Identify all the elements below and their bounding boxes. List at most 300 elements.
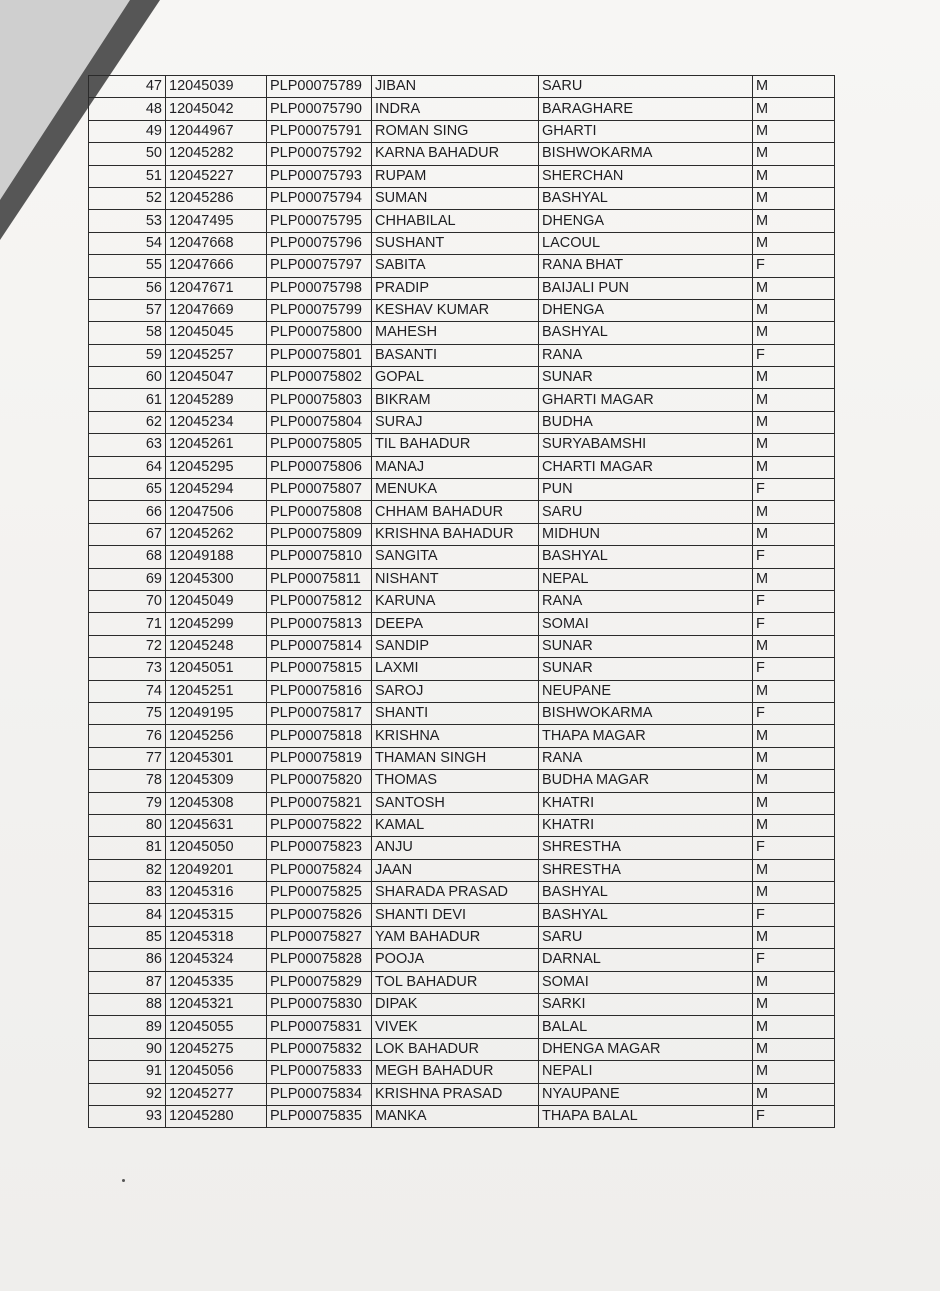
serial-number-cell: 82 <box>89 859 166 881</box>
serial-number-cell: 48 <box>89 98 166 120</box>
last-name-cell: SURYABAMSHI <box>539 434 753 456</box>
code-cell: PLP00075830 <box>267 994 372 1016</box>
serial-number-cell: 86 <box>89 949 166 971</box>
code-cell: PLP00075800 <box>267 322 372 344</box>
last-name-cell: BISHWOKARMA <box>539 702 753 724</box>
last-name-cell: BAIJALI PUN <box>539 277 753 299</box>
code-cell: PLP00075820 <box>267 770 372 792</box>
serial-number-cell: 65 <box>89 479 166 501</box>
registration-id-cell: 12049195 <box>166 702 267 724</box>
last-name-cell: DHENGA MAGAR <box>539 1038 753 1060</box>
table-row <box>89 344 835 366</box>
gender-cell: M <box>753 501 835 523</box>
first-name-cell: GOPAL <box>372 367 539 389</box>
last-name-cell: RANA BHAT <box>539 255 753 277</box>
first-name-cell: TOL BAHADUR <box>372 971 539 993</box>
serial-number-cell: 52 <box>89 187 166 209</box>
gender-cell: M <box>753 187 835 209</box>
table-row <box>89 837 835 859</box>
first-name-cell: POOJA <box>372 949 539 971</box>
last-name-cell: GHARTI <box>539 120 753 142</box>
first-name-cell: RUPAM <box>372 165 539 187</box>
gender-cell: M <box>753 165 835 187</box>
table-row <box>89 1105 835 1127</box>
code-cell: PLP00075823 <box>267 837 372 859</box>
table-row <box>89 120 835 142</box>
gender-cell: M <box>753 971 835 993</box>
registration-id-cell: 12045315 <box>166 904 267 926</box>
last-name-cell: MIDHUN <box>539 523 753 545</box>
last-name-cell: CHARTI MAGAR <box>539 456 753 478</box>
table-row <box>89 904 835 926</box>
first-name-cell: KRISHNA BAHADUR <box>372 523 539 545</box>
first-name-cell: SUSHANT <box>372 232 539 254</box>
registration-id-cell: 12045049 <box>166 590 267 612</box>
table-row <box>89 411 835 433</box>
gender-cell: M <box>753 859 835 881</box>
table-row <box>89 814 835 836</box>
first-name-cell: VIVEK <box>372 1016 539 1038</box>
code-cell: PLP00075821 <box>267 792 372 814</box>
first-name-cell: SUMAN <box>372 187 539 209</box>
registration-id-cell: 12045227 <box>166 165 267 187</box>
table-row <box>89 434 835 456</box>
gender-cell: M <box>753 1038 835 1060</box>
gender-cell: M <box>753 792 835 814</box>
registration-id-cell: 12045318 <box>166 926 267 948</box>
gender-cell: M <box>753 210 835 232</box>
last-name-cell: SUNAR <box>539 635 753 657</box>
registration-id-cell: 12045335 <box>166 971 267 993</box>
code-cell: PLP00075796 <box>267 232 372 254</box>
last-name-cell: BASHYAL <box>539 187 753 209</box>
serial-number-cell: 56 <box>89 277 166 299</box>
serial-number-cell: 87 <box>89 971 166 993</box>
registration-id-cell: 12045234 <box>166 411 267 433</box>
gender-cell: F <box>753 904 835 926</box>
code-cell: PLP00075810 <box>267 546 372 568</box>
serial-number-cell: 67 <box>89 523 166 545</box>
code-cell: PLP00075799 <box>267 299 372 321</box>
last-name-cell: SHERCHAN <box>539 165 753 187</box>
last-name-cell: DHENGA <box>539 210 753 232</box>
table-row <box>89 76 835 98</box>
first-name-cell: MAHESH <box>372 322 539 344</box>
table-row <box>89 1083 835 1105</box>
serial-number-cell: 64 <box>89 456 166 478</box>
last-name-cell: BARAGHARE <box>539 98 753 120</box>
serial-number-cell: 53 <box>89 210 166 232</box>
gender-cell: M <box>753 1083 835 1105</box>
registration-id-cell: 12045056 <box>166 1061 267 1083</box>
code-cell: PLP00075789 <box>267 76 372 98</box>
last-name-cell: BASHYAL <box>539 546 753 568</box>
first-name-cell: MENUKA <box>372 479 539 501</box>
gender-cell: M <box>753 456 835 478</box>
last-name-cell: BISHWOKARMA <box>539 143 753 165</box>
gender-cell: M <box>753 680 835 702</box>
table-row <box>89 299 835 321</box>
gender-cell: M <box>753 635 835 657</box>
code-cell: PLP00075811 <box>267 568 372 590</box>
first-name-cell: NISHANT <box>372 568 539 590</box>
code-cell: PLP00075798 <box>267 277 372 299</box>
serial-number-cell: 54 <box>89 232 166 254</box>
code-cell: PLP00075812 <box>267 590 372 612</box>
registration-id-cell: 12047506 <box>166 501 267 523</box>
last-name-cell: KHATRI <box>539 814 753 836</box>
gender-cell: M <box>753 523 835 545</box>
code-cell: PLP00075832 <box>267 1038 372 1060</box>
first-name-cell: SANDIP <box>372 635 539 657</box>
registration-id-cell: 12045299 <box>166 613 267 635</box>
code-cell: PLP00075801 <box>267 344 372 366</box>
gender-cell: M <box>753 277 835 299</box>
first-name-cell: TIL BAHADUR <box>372 434 539 456</box>
code-cell: PLP00075792 <box>267 143 372 165</box>
serial-number-cell: 61 <box>89 389 166 411</box>
code-cell: PLP00075805 <box>267 434 372 456</box>
code-cell: PLP00075797 <box>267 255 372 277</box>
registration-id-cell: 12045262 <box>166 523 267 545</box>
serial-number-cell: 84 <box>89 904 166 926</box>
gender-cell: F <box>753 702 835 724</box>
serial-number-cell: 55 <box>89 255 166 277</box>
first-name-cell: SAROJ <box>372 680 539 702</box>
first-name-cell: JAAN <box>372 859 539 881</box>
table-row <box>89 232 835 254</box>
scan-speck <box>122 1179 125 1182</box>
table-row <box>89 322 835 344</box>
gender-cell: M <box>753 725 835 747</box>
registration-id-cell: 12045294 <box>166 479 267 501</box>
serial-number-cell: 83 <box>89 882 166 904</box>
registration-id-cell: 12049188 <box>166 546 267 568</box>
first-name-cell: MEGH BAHADUR <box>372 1061 539 1083</box>
code-cell: PLP00075835 <box>267 1105 372 1127</box>
code-cell: PLP00075808 <box>267 501 372 523</box>
last-name-cell: BALAL <box>539 1016 753 1038</box>
serial-number-cell: 63 <box>89 434 166 456</box>
gender-cell: M <box>753 770 835 792</box>
registration-id-cell: 12045631 <box>166 814 267 836</box>
table-row <box>89 1016 835 1038</box>
registration-id-cell: 12045324 <box>166 949 267 971</box>
first-name-cell: ROMAN SING <box>372 120 539 142</box>
registration-id-cell: 12045286 <box>166 187 267 209</box>
code-cell: PLP00075807 <box>267 479 372 501</box>
serial-number-cell: 66 <box>89 501 166 523</box>
serial-number-cell: 69 <box>89 568 166 590</box>
last-name-cell: NEUPANE <box>539 680 753 702</box>
registration-id-cell: 12045261 <box>166 434 267 456</box>
last-name-cell: GHARTI MAGAR <box>539 389 753 411</box>
roster-table <box>88 75 835 1128</box>
table-row <box>89 479 835 501</box>
gender-cell: M <box>753 232 835 254</box>
gender-cell: F <box>753 1105 835 1127</box>
first-name-cell: KARNA BAHADUR <box>372 143 539 165</box>
gender-cell: M <box>753 926 835 948</box>
first-name-cell: KRISHNA <box>372 725 539 747</box>
serial-number-cell: 90 <box>89 1038 166 1060</box>
registration-id-cell: 12045295 <box>166 456 267 478</box>
last-name-cell: KHATRI <box>539 792 753 814</box>
registration-id-cell: 12047666 <box>166 255 267 277</box>
gender-cell: F <box>753 658 835 680</box>
serial-number-cell: 50 <box>89 143 166 165</box>
last-name-cell: BASHYAL <box>539 322 753 344</box>
first-name-cell: DEEPA <box>372 613 539 635</box>
registration-id-cell: 12045300 <box>166 568 267 590</box>
table-row <box>89 165 835 187</box>
last-name-cell: BASHYAL <box>539 904 753 926</box>
serial-number-cell: 89 <box>89 1016 166 1038</box>
gender-cell: M <box>753 994 835 1016</box>
gender-cell: M <box>753 389 835 411</box>
first-name-cell: INDRA <box>372 98 539 120</box>
code-cell: PLP00075826 <box>267 904 372 926</box>
gender-cell: M <box>753 747 835 769</box>
registration-id-cell: 12045321 <box>166 994 267 1016</box>
serial-number-cell: 47 <box>89 76 166 98</box>
table-row <box>89 143 835 165</box>
first-name-cell: KESHAV KUMAR <box>372 299 539 321</box>
table-row <box>89 389 835 411</box>
last-name-cell: SUNAR <box>539 367 753 389</box>
first-name-cell: SHARADA PRASAD <box>372 882 539 904</box>
serial-number-cell: 70 <box>89 590 166 612</box>
last-name-cell: SARU <box>539 501 753 523</box>
serial-number-cell: 92 <box>89 1083 166 1105</box>
table-row <box>89 949 835 971</box>
serial-number-cell: 75 <box>89 702 166 724</box>
serial-number-cell: 81 <box>89 837 166 859</box>
serial-number-cell: 74 <box>89 680 166 702</box>
serial-number-cell: 57 <box>89 299 166 321</box>
serial-number-cell: 73 <box>89 658 166 680</box>
registration-id-cell: 12045055 <box>166 1016 267 1038</box>
registration-id-cell: 12045256 <box>166 725 267 747</box>
serial-number-cell: 78 <box>89 770 166 792</box>
registration-id-cell: 12045301 <box>166 747 267 769</box>
code-cell: PLP00075802 <box>267 367 372 389</box>
registration-id-cell: 12045275 <box>166 1038 267 1060</box>
serial-number-cell: 51 <box>89 165 166 187</box>
last-name-cell: SARKI <box>539 994 753 1016</box>
code-cell: PLP00075834 <box>267 1083 372 1105</box>
code-cell: PLP00075831 <box>267 1016 372 1038</box>
last-name-cell: THAPA MAGAR <box>539 725 753 747</box>
registration-id-cell: 12045308 <box>166 792 267 814</box>
last-name-cell: NEPAL <box>539 568 753 590</box>
gender-cell: F <box>753 344 835 366</box>
last-name-cell: NYAUPANE <box>539 1083 753 1105</box>
roster-body <box>89 76 835 1128</box>
last-name-cell: BASHYAL <box>539 882 753 904</box>
first-name-cell: SANGITA <box>372 546 539 568</box>
registration-id-cell: 12044967 <box>166 120 267 142</box>
table-row <box>89 702 835 724</box>
last-name-cell: SARU <box>539 76 753 98</box>
registration-id-cell: 12045248 <box>166 635 267 657</box>
last-name-cell: SARU <box>539 926 753 948</box>
registration-id-cell: 12049201 <box>166 859 267 881</box>
gender-cell: M <box>753 434 835 456</box>
serial-number-cell: 79 <box>89 792 166 814</box>
first-name-cell: SURAJ <box>372 411 539 433</box>
table-row <box>89 613 835 635</box>
gender-cell: M <box>753 98 835 120</box>
registration-id-cell: 12045316 <box>166 882 267 904</box>
code-cell: PLP00075809 <box>267 523 372 545</box>
gender-cell: M <box>753 882 835 904</box>
first-name-cell: SHANTI <box>372 702 539 724</box>
table-row <box>89 255 835 277</box>
gender-cell: F <box>753 546 835 568</box>
code-cell: PLP00075793 <box>267 165 372 187</box>
registration-id-cell: 12047669 <box>166 299 267 321</box>
first-name-cell: KARUNA <box>372 590 539 612</box>
last-name-cell: SHRESTHA <box>539 859 753 881</box>
first-name-cell: SABITA <box>372 255 539 277</box>
table-row <box>89 523 835 545</box>
code-cell: PLP00075803 <box>267 389 372 411</box>
last-name-cell: THAPA BALAL <box>539 1105 753 1127</box>
first-name-cell: LOK BAHADUR <box>372 1038 539 1060</box>
first-name-cell: BIKRAM <box>372 389 539 411</box>
gender-cell: M <box>753 1061 835 1083</box>
registration-id-cell: 12045280 <box>166 1105 267 1127</box>
first-name-cell: MANKA <box>372 1105 539 1127</box>
serial-number-cell: 93 <box>89 1105 166 1127</box>
table-row <box>89 859 835 881</box>
first-name-cell: THAMAN SINGH <box>372 747 539 769</box>
table-row <box>89 568 835 590</box>
code-cell: PLP00075815 <box>267 658 372 680</box>
code-cell: PLP00075790 <box>267 98 372 120</box>
table-row <box>89 882 835 904</box>
table-row <box>89 747 835 769</box>
serial-number-cell: 60 <box>89 367 166 389</box>
gender-cell: M <box>753 143 835 165</box>
first-name-cell: JIBAN <box>372 76 539 98</box>
serial-number-cell: 85 <box>89 926 166 948</box>
gender-cell: F <box>753 949 835 971</box>
table-row <box>89 187 835 209</box>
last-name-cell: RANA <box>539 590 753 612</box>
code-cell: PLP00075833 <box>267 1061 372 1083</box>
first-name-cell: LAXMI <box>372 658 539 680</box>
table-row <box>89 770 835 792</box>
last-name-cell: SUNAR <box>539 658 753 680</box>
code-cell: PLP00075822 <box>267 814 372 836</box>
first-name-cell: CHHAM BAHADUR <box>372 501 539 523</box>
gender-cell: F <box>753 837 835 859</box>
first-name-cell: SHANTI DEVI <box>372 904 539 926</box>
last-name-cell: BUDHA <box>539 411 753 433</box>
serial-number-cell: 49 <box>89 120 166 142</box>
gender-cell: F <box>753 255 835 277</box>
table-row <box>89 501 835 523</box>
gender-cell: M <box>753 814 835 836</box>
code-cell: PLP00075816 <box>267 680 372 702</box>
first-name-cell: CHHABILAL <box>372 210 539 232</box>
code-cell: PLP00075829 <box>267 971 372 993</box>
code-cell: PLP00075814 <box>267 635 372 657</box>
first-name-cell: SANTOSH <box>372 792 539 814</box>
gender-cell: M <box>753 1016 835 1038</box>
first-name-cell: THOMAS <box>372 770 539 792</box>
table-row <box>89 994 835 1016</box>
registration-id-cell: 12045309 <box>166 770 267 792</box>
registration-id-cell: 12045050 <box>166 837 267 859</box>
code-cell: PLP00075795 <box>267 210 372 232</box>
serial-number-cell: 72 <box>89 635 166 657</box>
serial-number-cell: 88 <box>89 994 166 1016</box>
serial-number-cell: 76 <box>89 725 166 747</box>
registration-id-cell: 12045257 <box>166 344 267 366</box>
code-cell: PLP00075827 <box>267 926 372 948</box>
table-row <box>89 725 835 747</box>
last-name-cell: DHENGA <box>539 299 753 321</box>
first-name-cell: BASANTI <box>372 344 539 366</box>
serial-number-cell: 77 <box>89 747 166 769</box>
first-name-cell: KRISHNA PRASAD <box>372 1083 539 1105</box>
last-name-cell: LACOUL <box>539 232 753 254</box>
first-name-cell: ANJU <box>372 837 539 859</box>
registration-id-cell: 12045045 <box>166 322 267 344</box>
table-row <box>89 98 835 120</box>
table-row <box>89 1038 835 1060</box>
registration-id-cell: 12045289 <box>166 389 267 411</box>
serial-number-cell: 91 <box>89 1061 166 1083</box>
last-name-cell: PUN <box>539 479 753 501</box>
gender-cell: F <box>753 479 835 501</box>
gender-cell: M <box>753 120 835 142</box>
code-cell: PLP00075804 <box>267 411 372 433</box>
code-cell: PLP00075806 <box>267 456 372 478</box>
last-name-cell: DARNAL <box>539 949 753 971</box>
registration-id-cell: 12047671 <box>166 277 267 299</box>
code-cell: PLP00075825 <box>267 882 372 904</box>
registration-id-cell: 12045277 <box>166 1083 267 1105</box>
code-cell: PLP00075813 <box>267 613 372 635</box>
serial-number-cell: 58 <box>89 322 166 344</box>
table-row <box>89 680 835 702</box>
last-name-cell: NEPALI <box>539 1061 753 1083</box>
table-row <box>89 635 835 657</box>
table-row <box>89 792 835 814</box>
last-name-cell: BUDHA MAGAR <box>539 770 753 792</box>
code-cell: PLP00075791 <box>267 120 372 142</box>
table-row <box>89 546 835 568</box>
code-cell: PLP00075794 <box>267 187 372 209</box>
serial-number-cell: 80 <box>89 814 166 836</box>
serial-number-cell: 68 <box>89 546 166 568</box>
gender-cell: M <box>753 367 835 389</box>
last-name-cell: SHRESTHA <box>539 837 753 859</box>
table-row <box>89 971 835 993</box>
serial-number-cell: 62 <box>89 411 166 433</box>
first-name-cell: PRADIP <box>372 277 539 299</box>
registration-id-cell: 12047668 <box>166 232 267 254</box>
first-name-cell: DIPAK <box>372 994 539 1016</box>
code-cell: PLP00075819 <box>267 747 372 769</box>
registration-id-cell: 12045282 <box>166 143 267 165</box>
registration-id-cell: 12045051 <box>166 658 267 680</box>
last-name-cell: SOMAI <box>539 971 753 993</box>
